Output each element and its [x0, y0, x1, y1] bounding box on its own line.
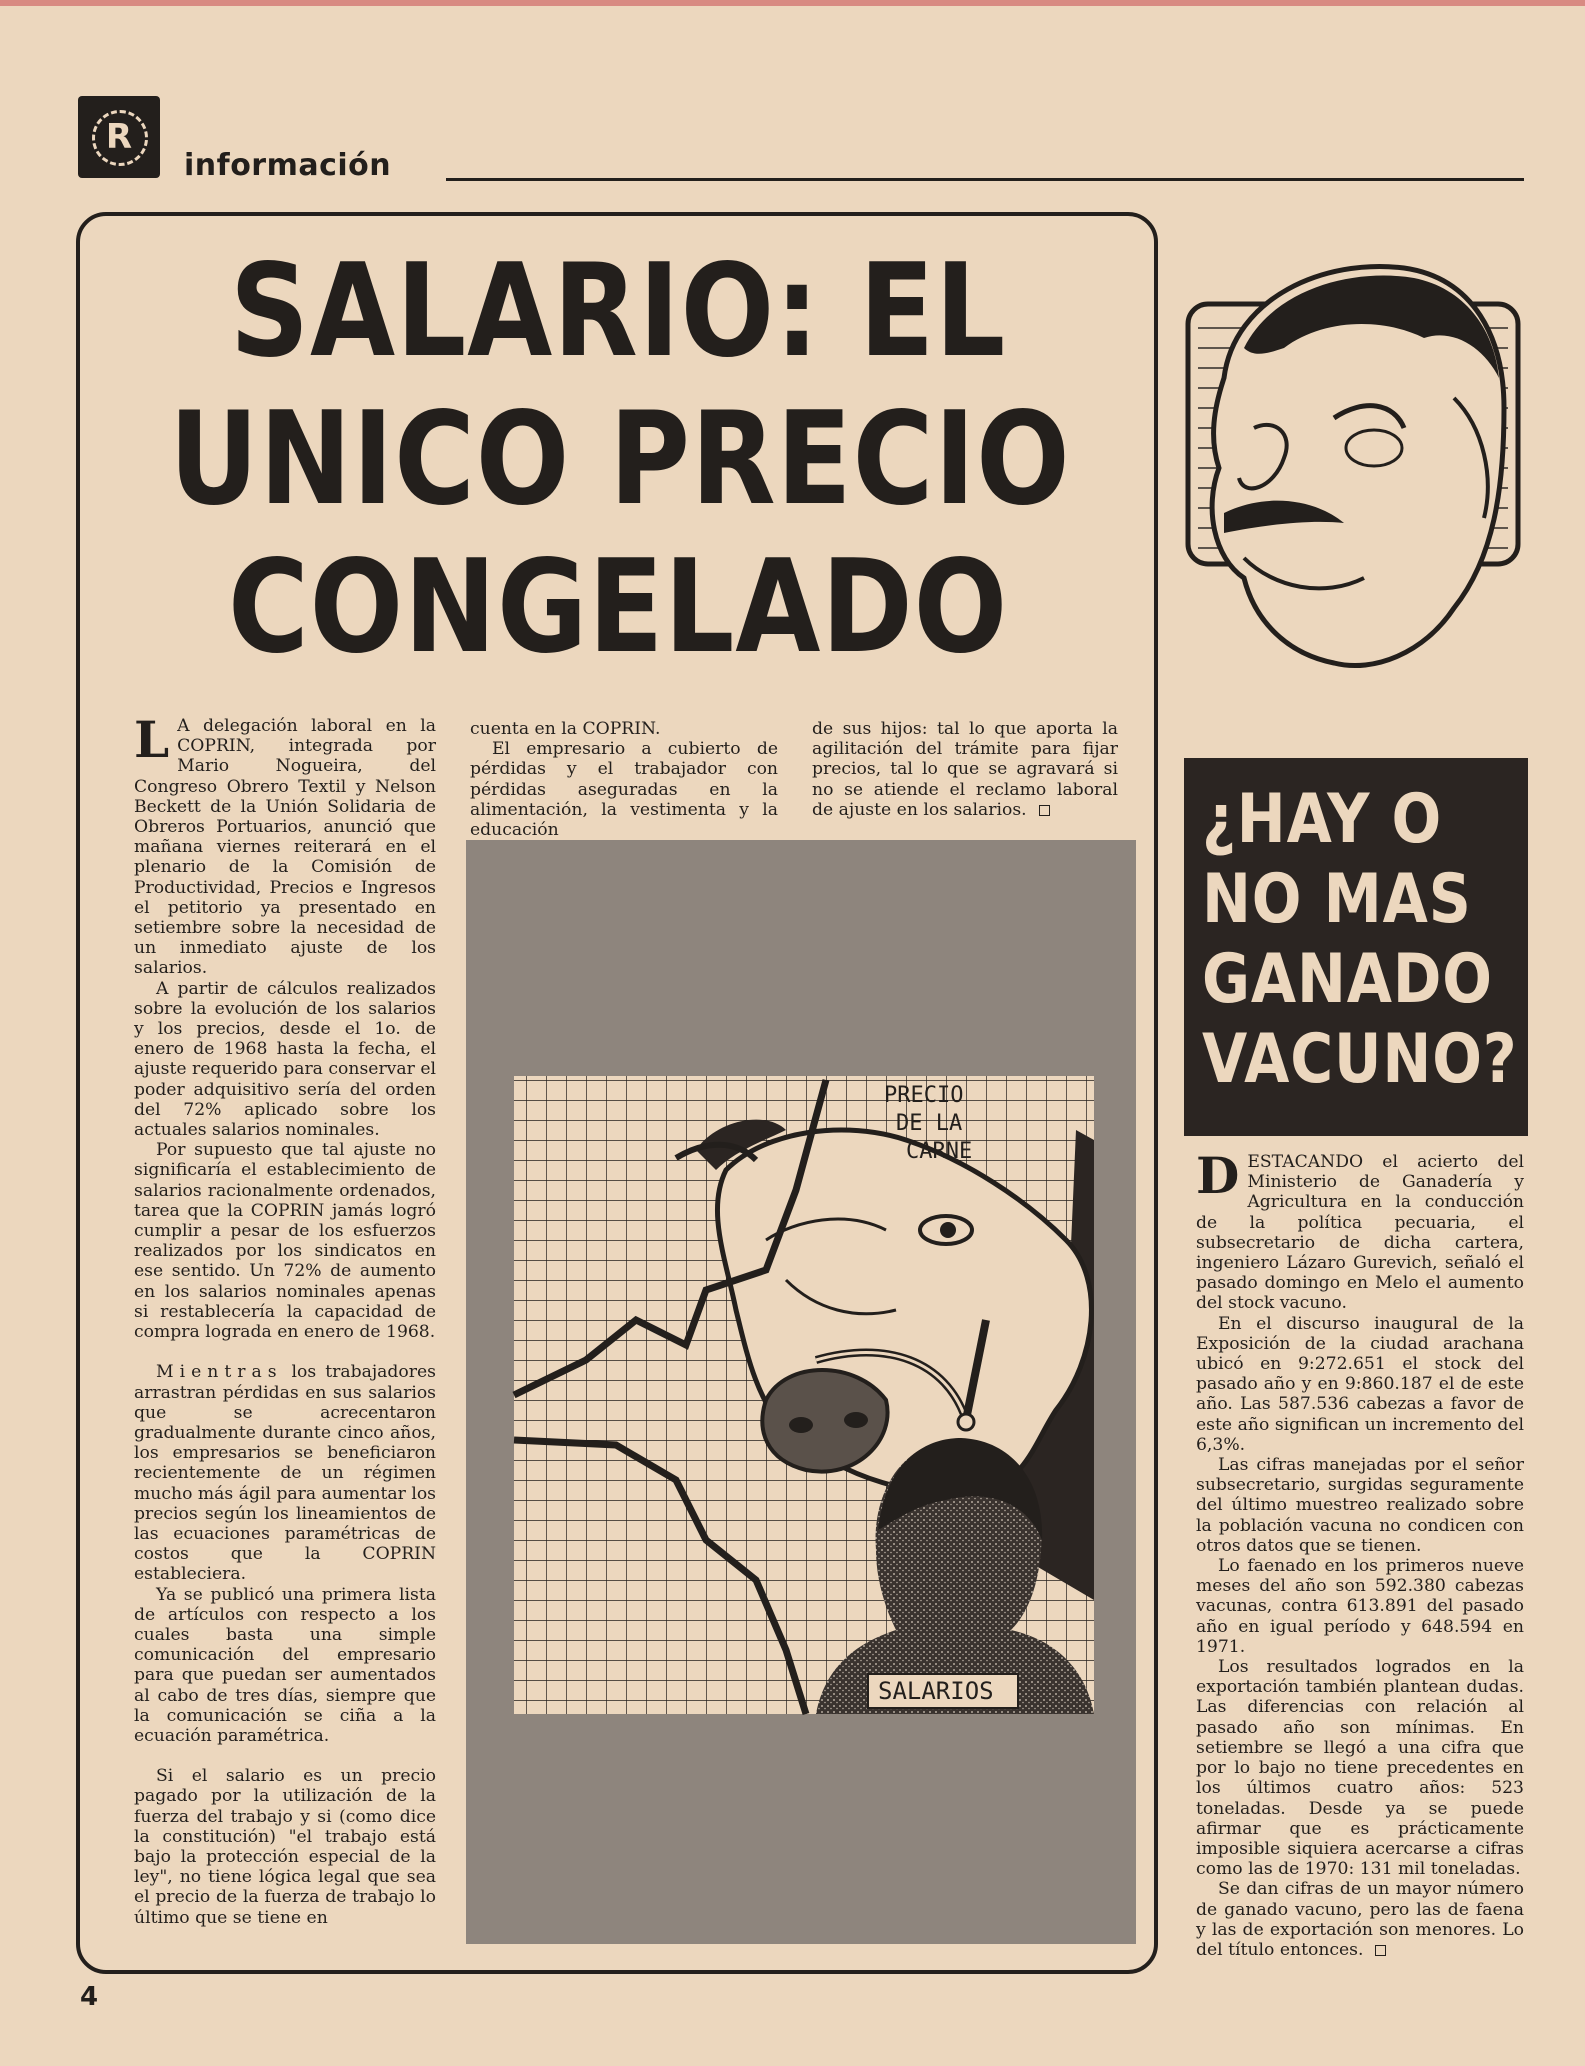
caricature-portrait: [1184, 258, 1524, 678]
sidebar-headline-line: NO MAS: [1202, 860, 1472, 939]
paragraph: [134, 710, 436, 979]
paragraph: Si el salario es un precio pagado por la utilización de la fuerza del trabajo y si (como dice la constitución) "el trabajo está bajo la protección especial de la ley", no tiene lógica legal que sea el precio de la fuerza de trabajo lo último que se tiene en: [134, 1766, 436, 1928]
paragraph: [812, 719, 1118, 820]
svg-text:PRECIO: PRECIO: [884, 1083, 964, 1108]
drop-cap: L: [134, 710, 170, 769]
paragraph-text: Se dan cifras de un mayor número de ganado vacuno, pero las de faena y las de exportación son menores. Lo del título entonces.: [1196, 1879, 1524, 1960]
lead-word: Mientras: [156, 1362, 283, 1383]
svg-text:CARNE: CARNE: [906, 1139, 973, 1164]
paragraph-text: ESTACANDO el acierto del Ministerio de Ganadería y Agricultura en la conducción de la política pecuaria, el subsecretario de dicha cartera, ingeniero Lázaro Gurevich, señaló el pasado domingo en Melo el aumento del stock vacuno.: [1196, 1152, 1524, 1314]
svg-text:DE LA: DE LA: [896, 1111, 963, 1136]
sidebar-headline-line: VACUNO?: [1202, 1020, 1518, 1099]
cow-and-man-illustration: [466, 840, 1136, 1944]
page-number: 4: [80, 1982, 99, 2012]
drop-cap: D: [1196, 1146, 1240, 1205]
paragraph-text: de sus hijos: tal lo que aporta la agilitación del trámite para fijar precios, tal lo que se agravará si no se atiende el reclamo laboral de ajuste en los salarios.: [812, 719, 1118, 820]
article-headline: [169, 237, 1071, 682]
sidebar-column: [1196, 1146, 1524, 1960]
paragraph: El empresario a cubierto de pérdidas y el trabajador con pérdidas aseguradas en la alimentación, la vestimenta y la educación: [470, 739, 778, 841]
headline-line-2: UNICO PRECIO: [169, 385, 1071, 534]
section-rule: [446, 178, 1524, 181]
paragraph: cuenta en la COPRIN.: [470, 719, 661, 739]
magazine-logo: [78, 96, 160, 178]
article-column-2: [470, 719, 778, 840]
headline-line-3: CONGELADO: [227, 533, 1009, 682]
sidebar-headline: [1184, 758, 1528, 1136]
paragraph: Por supuesto que tal ajuste no significaría el establecimiento de salarios racionalmente ordenados, tarea que la COPRIN jamás logró cumplir a pesar de los esfuerzos realizados por los sindicatos en ese sentido. Un 72% de aumento en los salarios nominales apenas si restablecería la capacidad de compra lograda en enero de 1968.: [134, 1140, 436, 1343]
article-column-3: [812, 719, 1118, 820]
logo-letter: R: [105, 117, 133, 157]
end-mark-icon: [1039, 805, 1050, 816]
paragraph-text: los trabajadores arrastran pérdidas en sus salarios que se acrecentaron gradualmente durante cinco años, los empresarios se beneficiaron recientemente de un régimen mucho más ágil para aumentar los precios según los lineamientos de las ecuaciones paramétricas de costos que la COPRIN estableciera.: [134, 1362, 436, 1585]
article-column-1: [134, 710, 436, 1928]
paragraph: Ya se publicó una primera lista de artículos con respecto a los cuales basta una simple comunicación del empresario para que puedan ser aumentados al cabo de tres días, siempre que la comunicación se ciña a la ecuación paramétrica.: [134, 1584, 436, 1746]
paragraph: [1196, 1146, 1524, 1314]
article-illustration: [466, 840, 1136, 1944]
salary-label: SALARIOS: [878, 1677, 994, 1705]
paragraph: A partir de cálculos realizados sobre la evolución de los salarios y los precios, desde el 1o. de enero de 1968 hasta la fecha, el ajuste requerido para conservar el poder adquisitivo sería del orden del 72% aplicado sobre los actuales salarios nominales.: [134, 978, 436, 1141]
paragraph: En el discurso inaugural de la Exposición de la ciudad arachana ubicó en 9:272.651 el stock del pasado año y en 9:860.187 el de este año. Las 587.536 cabezas a favor de este año significan un incremento del 6,3%.: [1196, 1313, 1524, 1455]
paragraph: Las cifras manejadas por el señor subsecretario, surgidas seguramente del último muestreo realizado sobre la población vacuna no condicen con otros datos que se tienen.: [1196, 1455, 1524, 1556]
section-label: información: [184, 148, 392, 183]
headline-line-1: SALARIO: EL: [229, 237, 1007, 386]
paragraph-text: A delegación laboral en la COPRIN, integrada por Mario Nogueira, del Congreso Obrero Textil y Nelson Beckett de la Unión Solidaria de Obreros Portuarios, anunció que mañana viernes reiterará en el plenario de la Comisión de Productividad, Precios e Ingresos el petitorio ya presentado en setiembre sobre la necesidad de un inmediato ajuste de los salarios.: [134, 716, 436, 979]
paragraph: [134, 1362, 436, 1584]
end-mark-icon: [1375, 1945, 1386, 1956]
top-edge-strip: [0, 0, 1585, 6]
paragraph: [1196, 1879, 1524, 1960]
sidebar-headline-line: GANADO: [1202, 940, 1493, 1019]
paragraph: Lo faenado en los primeros nueve meses del año son 592.380 cabezas vacunas, contra 613.891 del pasado año en igual período y 648.594 en 1971.: [1196, 1556, 1524, 1657]
paragraph: Los resultados logrados en la exportación también plantean dudas. Las diferencias con relación al pasado año son mínimas. En setiembre se llegó a una cifra que por lo bajo no tiene precedentes en los últimos cuatro años: 523 toneladas. Desde ya se puede afirmar que es prácticamente imposible siquiera acercarse a cifras como las de 1970: 131 mil toneladas.: [1196, 1657, 1524, 1880]
sidebar-headline-line: ¿HAY O: [1202, 780, 1443, 859]
